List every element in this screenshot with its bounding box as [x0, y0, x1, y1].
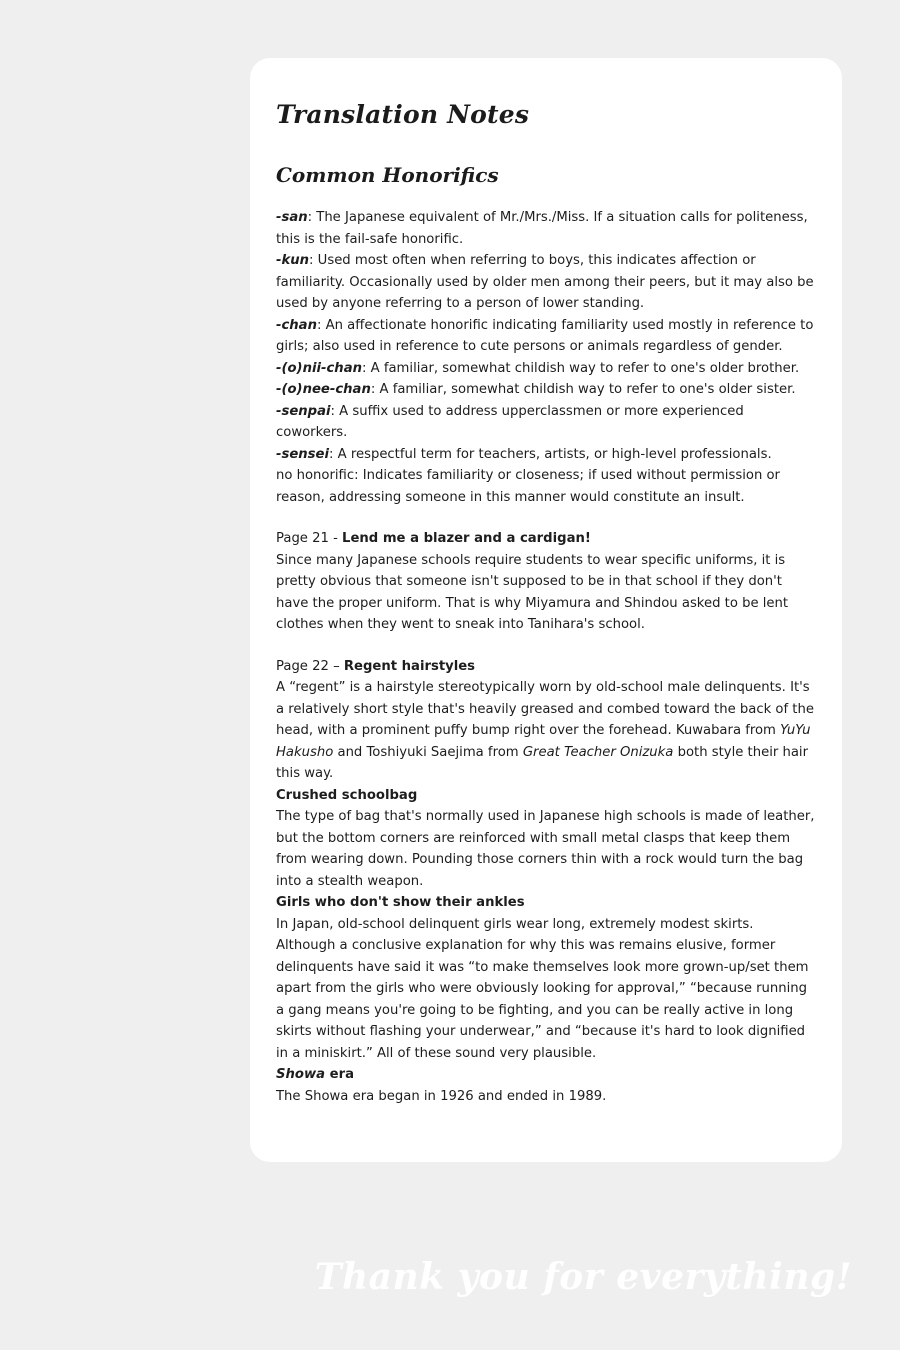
- honorific-term: -(o)nii-chan: [276, 360, 362, 376]
- honorific-definition: : A suffix used to address upperclassmen or more experienced coworkers.: [276, 403, 744, 440]
- note-body-post: both style their hair this way.: [276, 744, 809, 781]
- note-heading: [276, 656, 816, 678]
- honorific-term: -chan: [276, 317, 317, 333]
- subsection-body: The Showa era began in 1926 and ended in 1989.: [276, 1088, 607, 1104]
- honorific-term: -(o)nee-chan: [276, 382, 371, 397]
- note-title: Regent hairstyles: [343, 658, 476, 674]
- subsection-showa-era: [276, 1064, 816, 1107]
- note-body-italic-title-2: Great Teacher Onizuka: [522, 744, 674, 760]
- honorific-definition: : Indicates familiarity or closeness; if used without permission or reason, addressing someone in this manner would constitute an insult.: [276, 468, 780, 505]
- honorific-item: [276, 379, 816, 401]
- honorific-term: no honorific: [276, 468, 355, 483]
- note-body-pre: A “regent” is a hairstyle stereotypically worn by old-school male delinquents. It's a relatively short style that's heavily greased and combed toward the back of the head, with a prominent puffy bump right over the forehead. Kuwabara from: [276, 680, 814, 738]
- note-body-italic-title-1: YuYu Hakusho: [276, 723, 811, 760]
- honorifics-list: [276, 207, 816, 508]
- section-heading-common-honorifics: Common Honorifics: [276, 163, 499, 187]
- honorific-definition: : A respectful term for teachers, artists, or high-level professionals.: [328, 446, 772, 462]
- subsection-heading-italic: Showa: [276, 1067, 326, 1082]
- honorific-item: [276, 207, 816, 250]
- note-body: Since many Japanese schools require students to wear specific uniforms, it is pretty obvious that someone isn't supposed to be in that school if they don't have the proper uniform. That is why Miyamura and Shindou asked to be lent clothes when they went to sneak into Tanihara's school.: [276, 552, 789, 632]
- honorific-item: [276, 401, 816, 444]
- note-page-label: Page 21 -: [276, 531, 343, 546]
- honorific-term: -kun: [276, 253, 310, 268]
- honorific-definition: : A familiar, somewhat childish way to refer to one's older sister.: [370, 382, 796, 397]
- subsection-body: The type of bag that's normally used in Japanese high schools is made of leather, but the bottom corners are reinforced with small metal clasps that keep them from wearing down. Pounding those corners thin with a rock would turn the bag into a stealth weapon.: [276, 809, 815, 889]
- honorific-item: [276, 315, 816, 358]
- note-heading: [276, 528, 816, 550]
- honorific-term: -senpai: [276, 403, 331, 419]
- honorific-definition: : Used most often when referring to boys, this indicates affection or familiarity. Occasionally used by older men among their peers, but it may also be used by anyone referring to a person of lower standing.: [276, 253, 814, 311]
- honorific-definition: : The Japanese equivalent of Mr./Mrs./Miss. If a situation calls for politeness, this is the fail-safe honorific.: [276, 210, 808, 247]
- honorific-item: [276, 358, 816, 380]
- honorific-term: -sensei: [276, 446, 329, 462]
- honorific-item: [276, 250, 816, 315]
- honorific-item: [276, 465, 816, 508]
- honorific-term: -san: [276, 210, 308, 225]
- subsection-body: In Japan, old-school delinquent girls wear long, extremely modest skirts. Although a conclusive explanation for why this was remains elusive, former delinquents have said it was “to make themselves look more grown-up/set them apart from the girls who were obviously looking for approval,” “because running a gang means you're going to be fighting, and you can be really active in long skirts without flashing your underwear,” and “because it's hard to look dignified in a miniskirt.” All of these sound very plausible.: [276, 916, 809, 1061]
- subsection-heading: [276, 1064, 816, 1086]
- note-page-label: Page 22 –: [276, 658, 344, 674]
- honorific-definition: : A familiar, somewhat childish way to refer to one's older brother.: [361, 360, 800, 376]
- subsection-heading: Crushed schoolbag: [276, 787, 418, 803]
- honorific-item: [276, 444, 816, 466]
- honorific-definition: : An affectionate honorific indicating familiarity used mostly in reference to girls; also used in reference to cute persons or animals regardless of gender.: [276, 317, 814, 354]
- footer-message: Thank you for everything!: [314, 1256, 852, 1298]
- note-body-mid: and Toshiyuki Saejima from: [333, 744, 523, 760]
- note-title: Lend me a blazer and a cardigan!: [342, 531, 591, 546]
- subsection-crushed-schoolbag: [276, 785, 816, 893]
- subsection-girls-ankles: [276, 892, 816, 1064]
- note-page-21: [276, 528, 816, 636]
- note-body: [276, 677, 816, 785]
- subsection-heading-rest: era: [325, 1067, 354, 1082]
- translation-notes-card: [250, 58, 842, 1162]
- page-title: Translation Notes: [276, 100, 530, 129]
- note-page-22: [276, 656, 816, 785]
- subsection-heading: Girls who don't show their ankles: [276, 895, 525, 910]
